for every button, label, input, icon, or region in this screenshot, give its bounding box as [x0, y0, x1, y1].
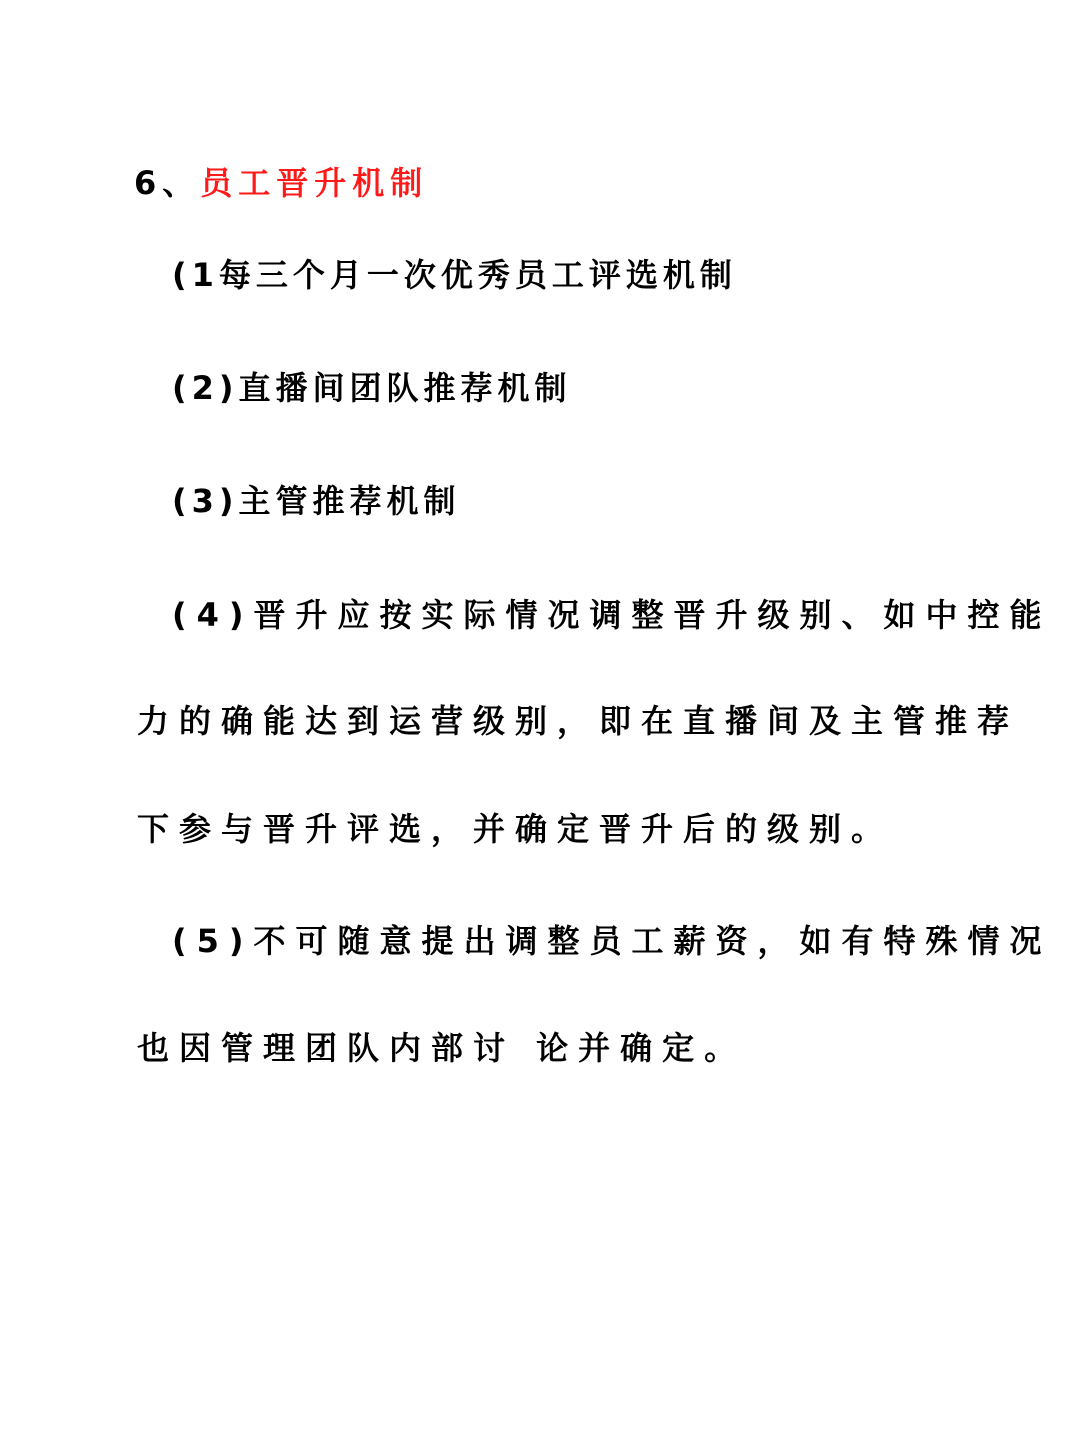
paragraph-line-7: (5)不可随意提出调整员工薪资，如有特殊情况 — [172, 922, 1052, 960]
paragraph-line-1: (1每三个月一次优秀员工评选机制 — [172, 256, 737, 294]
paragraph-line-8: 也因管理团队内部讨 论并确定。 — [137, 1029, 747, 1067]
section-number: 6、 — [134, 164, 201, 202]
paragraph-line-6: 下参与晋升评选，并确定晋升后的级别。 — [137, 810, 894, 848]
paragraph-line-3: (3)主管推荐机制 — [172, 482, 461, 520]
paragraph-line-5: 力的确能达到运营级别，即在直播间及主管推荐 — [137, 702, 1020, 740]
section-heading — [134, 163, 428, 203]
paragraph-line-4: (4)晋升应按实际情况调整晋升级别、如中控能 — [172, 596, 1052, 634]
section-title: 员工晋升机制 — [200, 164, 429, 202]
paragraph-line-2: (2)直播间团队推荐机制 — [172, 369, 572, 407]
